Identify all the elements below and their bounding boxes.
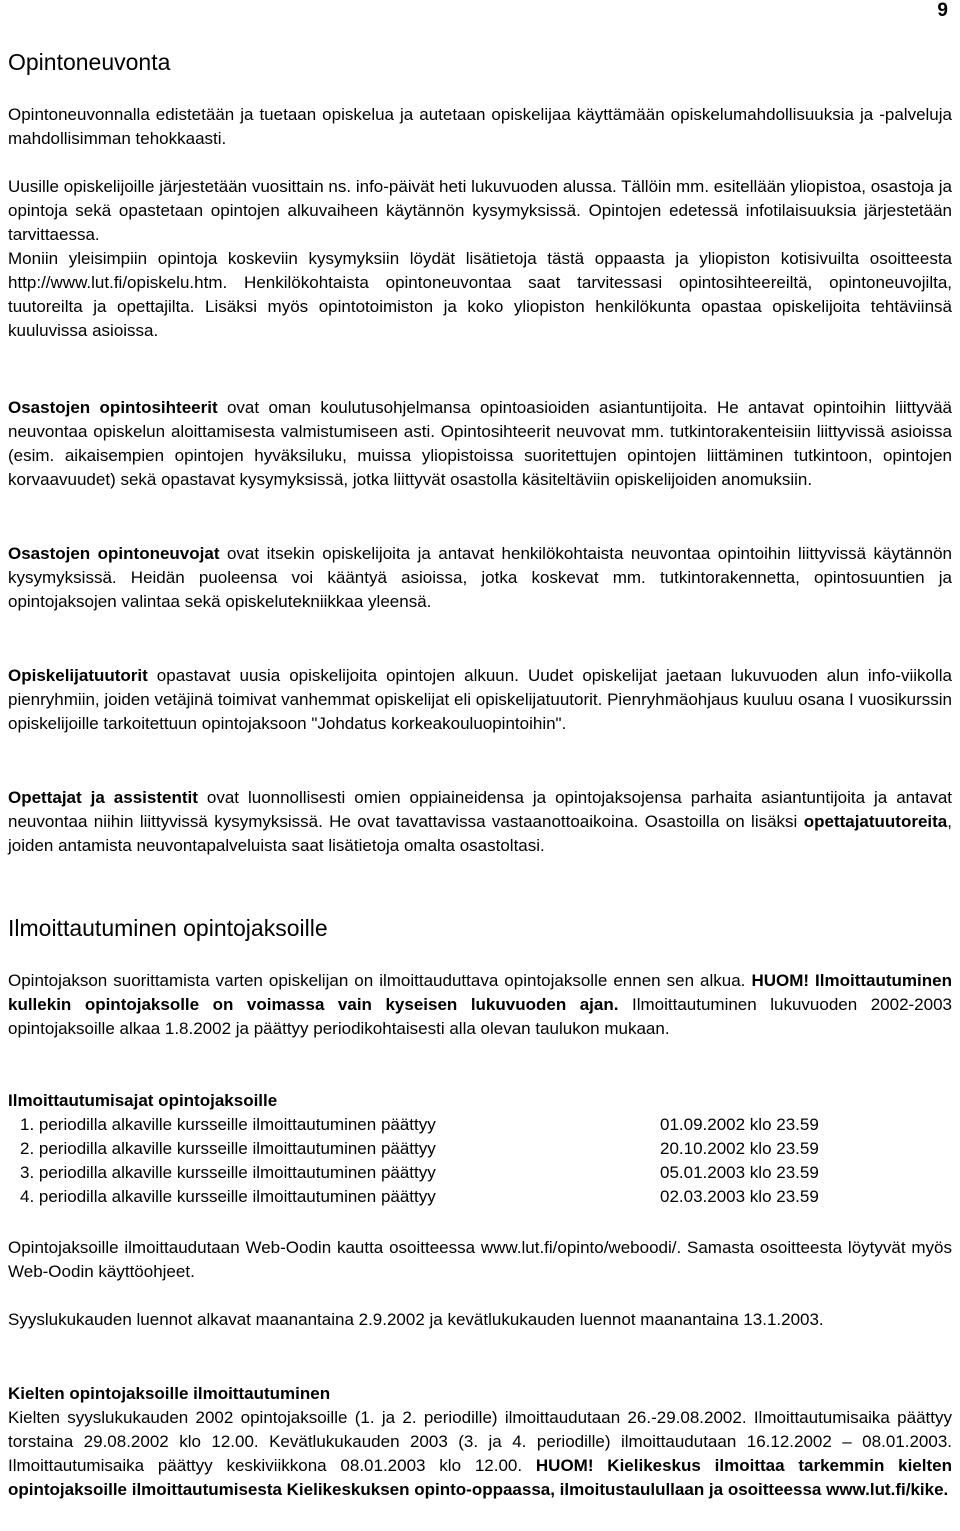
intro-paragraph: Opintoneuvonnalla edistetään ja tuetaan opiskelua ja autetaan opiskelijaa käyttämään opiskelumahdollisuuksia ja -palveluja mahdollisimman tehokkaasti.: [8, 105, 952, 148]
registration-text-end: Ilmoittautuminen lukuvuoden 2002-2003 opintojaksoille alkaa 1.8.2002 ja päättyy periodikohtaisesti alla olevan taulukon mukaan.: [8, 995, 953, 1038]
study-advisors-term: Osastojen opintoneuvojat: [8, 544, 220, 563]
study-advisors-paragraph: [8, 542, 952, 614]
table-row: [8, 1113, 952, 1137]
registration-notice: HUOM! Ilmoittautuminen kullekin opintojaksolle on voimassa vain kyseisen lukuvuoden ajan.: [8, 971, 952, 1014]
period-deadline: 20.10.2002 klo 23.59: [660, 1139, 819, 1158]
student-tutors-term: Opiskelijatuutorit: [8, 666, 148, 685]
registration-periods-table: [8, 1113, 952, 1209]
page-number: 9: [937, 0, 948, 21]
language-registration-notice: HUOM! Kielikeskus ilmoittaa tarkemmin kielten opintojaksoille ilmoittautumisesta Kielikeskuksen opinto-oppaassa, ilmoitustaulullaan ja osoitteessa www.lut.fi/kike.: [8, 1456, 952, 1499]
study-secretaries-term: Osastojen opintosihteerit: [8, 398, 218, 417]
teachers-term: Opettajat ja assistentit: [8, 788, 198, 807]
language-registration-paragraph: [8, 1406, 952, 1502]
info-days-paragraph: Uusille opiskelijoille järjestetään vuosittain ns. info-päivät heti lukuvuoden alussa. Tällöin mm. esitellään yliopistoa, osastoja ja opintoja sekä opastetaan opintojen alkuvaiheen käytännön kysymyksissä. Opintojen edetessä infotilaisuuksia järjestetään tarvittaessa.: [8, 177, 952, 244]
table-row: [8, 1185, 952, 1209]
period-label: 4. periodilla alkaville kursseille ilmoittautuminen päättyy: [20, 1187, 436, 1206]
teachers-text: ovat luonnollisesti omien oppiaineidensa ja opintojaksojensa parhaita asiantuntijoita ja antavat neuvontaa niihin liittyvissä kysymyksissä. He ovat tavattavissa vastaanottoaikoina. Osastoilla on lisäksi: [8, 788, 952, 831]
student-tutors-paragraph: [8, 664, 952, 736]
study-advisors-text: ovat itsekin opiskelijoita ja antavat henkilökohtaista neuvontaa opintoihin liittyvissä käytännön kysymyksissä. Heidän puoleensa voi kääntyä asioissa, jotka koskevat mm. tutkintorakennetta, opintosuuntien ja opintojaksojen valintaa sekä opiskelutekniikkaa yleensä.: [8, 544, 952, 611]
weboodi-paragraph: Opintojaksoille ilmoittaudutaan Web-Oodin kautta osoitteessa www.lut.fi/opinto/weboodi/. Samasta osoitteesta löytyvät myös Web-Oodin käyttöohjeet.: [8, 1238, 952, 1281]
table-row: [8, 1161, 952, 1185]
lectures-start-paragraph: Syyslukukauden luennot alkavat maanantaina 2.9.2002 ja kevätlukukauden luennot maanantaina 13.1.2003.: [8, 1310, 824, 1329]
registration-times-heading: Ilmoittautumisajat opintojaksoille: [8, 1091, 278, 1110]
period-label: 2. periodilla alkaville kursseille ilmoittautuminen päättyy: [20, 1139, 436, 1158]
registration-paragraph: [8, 969, 952, 1041]
period-label: 3. periodilla alkaville kursseille ilmoittautuminen päättyy: [20, 1163, 436, 1182]
study-secretaries-text: ovat oman koulutusohjelmansa opintoasioiden asiantuntijoita. He antavat opintoihin liittyvää neuvontaa opiskelun aloittamisesta valmistumiseen asti. Opintosihteerit neuvovat mm. tutkintorakenteisiin liittyvissä asioissa (esim. aikaisempien opintojen hyväksiluku, muissa yliopistoissa suoritettujen opintojen liittäminen tutkintoon, opintojen korvaavuudet) sekä opastavat kysymyksissä, jotka liittyvät osastolla käsiteltäviin opiskelijoiden anomuksiin.: [8, 398, 952, 489]
teacher-tutors-term: opettajatuutoreita: [803, 812, 948, 831]
period-label: 1. periodilla alkaville kursseille ilmoittautuminen päättyy: [20, 1115, 436, 1134]
period-deadline: 02.03.2003 klo 23.59: [660, 1187, 819, 1206]
teachers-paragraph: [8, 786, 952, 858]
period-deadline: 01.09.2002 klo 23.59: [660, 1115, 819, 1134]
faq-paragraph: Moniin yleisimpiin opintoja koskeviin kysymyksiin löydät lisätietoja tästä oppaasta ja yliopiston kotisivuilta osoitteesta http://www.lut.fi/opiskelu.htm. Henkilökohtaista opintoneuvontaa saat tarvitessasi opintosihteereiltä, opintoneuvojilta, tuutoreilta ja opettajilta. Lisäksi myös opintotoimiston ja koko yliopiston henkilökunta opastaa opiskelijoita tehtäviinsä kuuluvissa asioissa.: [8, 249, 952, 340]
language-registration-text: Kielten syyslukukauden 2002 opintojaksoille (1. ja 2. periodille) ilmoittaudutaan 26.-29.08.2002. Ilmoittautumisaika päättyy torstaina 29.08.2002 klo 12.00. Kevätlukukauden 2003 (3. ja 4. periodille) ilmoittaudutaan 16.12.2002 – 08.01.2003. Ilmoittautumisaika päättyy keskiviikkona 08.01.2003 klo 12.00.: [8, 1408, 952, 1475]
section-title-opintoneuvonta: Opintoneuvonta: [8, 49, 171, 75]
registration-text: Opintojakson suorittamista varten opiskelijan on ilmoittauduttava opintojaksolle ennen sen alkua.: [8, 971, 752, 990]
table-row: [8, 1137, 952, 1161]
section-title-registration: Ilmoittautuminen opintojaksoille: [8, 915, 328, 941]
student-tutors-text: opastavat uusia opiskelijoita opintojen alkuun. Uudet opiskelijat jaetaan lukuvuoden alun info-viikolla pienryhmiin, joiden vetäjinä toimivat vanhemmat opiskelijat eli opiskelijatuutorit. Pienryhmäohjaus kuuluu osana I vuosikurssin opiskelijoille tarkoitettuun opintojaksoon "Johdatus korkeakouluopintoihin".: [8, 666, 952, 733]
teachers-text-end: , joiden antamista neuvontapalveluista saat lisätietoja omalta osastoltasi.: [8, 812, 952, 855]
language-registration-heading: Kielten opintojaksoille ilmoittautuminen: [8, 1384, 331, 1403]
study-secretaries-paragraph: [8, 396, 952, 492]
period-deadline: 05.01.2003 klo 23.59: [660, 1163, 819, 1182]
